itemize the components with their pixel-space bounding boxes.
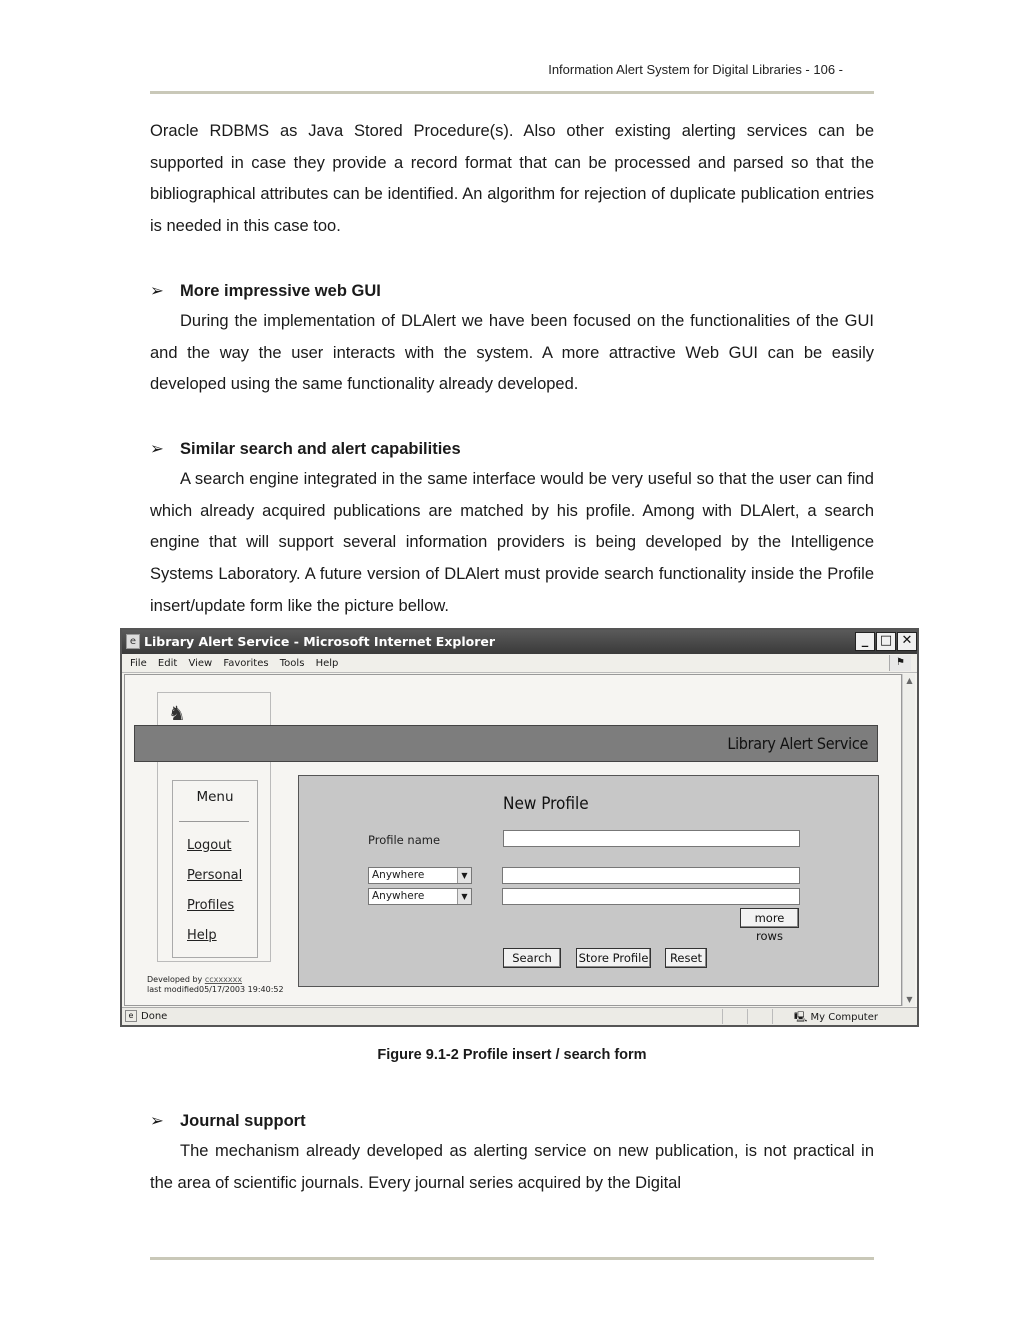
header-rule bbox=[150, 91, 874, 94]
status-bar bbox=[122, 1007, 917, 1025]
page-content bbox=[124, 674, 902, 1006]
status-divider bbox=[747, 1009, 748, 1024]
section-title: More impressive web GUI bbox=[180, 282, 381, 300]
security-zone bbox=[794, 1010, 878, 1027]
status-divider bbox=[722, 1009, 723, 1024]
new-profile-form bbox=[298, 775, 879, 987]
section-heading-2 bbox=[150, 437, 461, 461]
bullet-arrow-icon: ➢ bbox=[150, 1112, 164, 1130]
sidebar-item-logout[interactable]: Logout bbox=[187, 838, 232, 853]
section-text-3: The mechanism already developed as alerting service on new publication, is not practical in the area of scientific journals. Every journal series acquired by the Digital bbox=[150, 1142, 874, 1192]
vertical-scrollbar[interactable] bbox=[902, 674, 915, 1006]
store-profile-button[interactable]: Store Profile bbox=[576, 948, 651, 968]
page-done-icon: e bbox=[125, 1010, 137, 1022]
reset-button[interactable]: Reset bbox=[665, 948, 707, 968]
search-term-input-1[interactable] bbox=[502, 867, 800, 884]
library-logo-icon: ♞ bbox=[168, 701, 186, 725]
menu-view[interactable]: View bbox=[188, 658, 213, 669]
close-button[interactable]: ✕ bbox=[897, 632, 917, 651]
banner-title: Library Alert Service bbox=[727, 734, 868, 753]
menu-divider bbox=[179, 821, 249, 822]
menu-favorites[interactable]: Favorites bbox=[223, 658, 269, 669]
select-value: Anywhere bbox=[372, 869, 425, 881]
bullet-arrow-icon: ➢ bbox=[150, 282, 164, 300]
sidebar-item-help[interactable]: Help bbox=[187, 928, 217, 943]
section-heading-3 bbox=[150, 1109, 306, 1133]
minimize-button[interactable]: _ bbox=[855, 632, 875, 651]
browser-window-figure bbox=[120, 628, 919, 1027]
computer-icon: 🖳 bbox=[794, 1012, 808, 1023]
profile-name-label: Profile name bbox=[368, 833, 441, 847]
field-select-1[interactable] bbox=[368, 867, 472, 884]
status-text: Done bbox=[141, 1011, 168, 1022]
search-button[interactable]: Search bbox=[503, 948, 561, 968]
section-heading-1 bbox=[150, 279, 381, 303]
bullet-arrow-icon: ➢ bbox=[150, 440, 164, 458]
scroll-down-icon[interactable]: ▼ bbox=[906, 995, 913, 1004]
form-title: New Profile bbox=[503, 794, 589, 814]
last-modified: last modified05/17/2003 19:40:52 bbox=[147, 985, 284, 994]
menu-edit[interactable]: Edit bbox=[157, 658, 178, 669]
footer-credits bbox=[147, 975, 284, 995]
menu-title: Menu bbox=[196, 789, 234, 805]
profile-name-input[interactable] bbox=[503, 830, 800, 847]
ie-page-icon: e bbox=[126, 634, 140, 649]
section-title: Journal support bbox=[180, 1112, 306, 1130]
search-term-input-2[interactable] bbox=[502, 888, 800, 905]
sidebar-menu bbox=[172, 780, 258, 958]
windows-flag-icon: ⚑ bbox=[889, 655, 911, 671]
chevron-down-icon: ▼ bbox=[457, 889, 471, 904]
status-divider bbox=[772, 1009, 773, 1024]
site-banner bbox=[134, 725, 878, 762]
developed-by-label: Developed by bbox=[147, 975, 203, 984]
paragraph-1: Oracle RDBMS as Java Stored Procedure(s). Also other existing alerting services can be supported in case they provide a record format that can be processed and parsed so that the bibliographical attributes can be identified. An algorithm for rejection of duplicate publication entries is needed in this case too. bbox=[150, 122, 874, 236]
menu-bar bbox=[122, 654, 917, 673]
maximize-button[interactable]: □ bbox=[876, 632, 896, 651]
section-title: Similar search and alert capabilities bbox=[180, 440, 461, 458]
menu-tools[interactable]: Tools bbox=[279, 658, 305, 669]
field-select-2[interactable] bbox=[368, 888, 472, 905]
menu-file[interactable]: File bbox=[130, 658, 147, 669]
zone-label: My Computer bbox=[810, 1012, 878, 1023]
footer-rule bbox=[150, 1257, 874, 1260]
chevron-down-icon: ▼ bbox=[457, 868, 471, 883]
section-text-1: During the implementation of DLAlert we have been focused on the functionalities of the GUI and the way the user interacts with the system. A more attractive Web GUI can be easily developed using the same functionality already developed. bbox=[150, 312, 874, 394]
sidebar-item-personal[interactable]: Personal bbox=[187, 868, 243, 883]
developer-link[interactable]: ccxxxxxx bbox=[204, 975, 243, 984]
running-header: Information Alert System for Digital Libraries - 106 - bbox=[548, 62, 843, 77]
logo-frame bbox=[157, 692, 271, 726]
menu-help[interactable]: Help bbox=[315, 658, 339, 669]
select-value: Anywhere bbox=[372, 890, 425, 902]
window-title: Library Alert Service - Microsoft Internet Explorer bbox=[144, 634, 496, 649]
title-bar bbox=[122, 630, 917, 654]
sidebar-item-profiles[interactable]: Profiles bbox=[187, 898, 235, 913]
scroll-up-icon[interactable]: ▲ bbox=[906, 676, 913, 685]
section-text-2: A search engine integrated in the same interface would be very useful so that the user can find which already acquired publications are matched by his profile. Among with DLAlert, a search engine that will support several information providers is being developed by the Intelligence Systems Laboratory. A future version of DLAlert must provide search functionality inside the Profile insert/update form like the picture bellow. bbox=[150, 470, 874, 615]
more-rows-button[interactable]: more rows bbox=[740, 908, 799, 928]
figure-caption: Figure 9.1-2 Profile insert / search form bbox=[377, 1047, 647, 1063]
